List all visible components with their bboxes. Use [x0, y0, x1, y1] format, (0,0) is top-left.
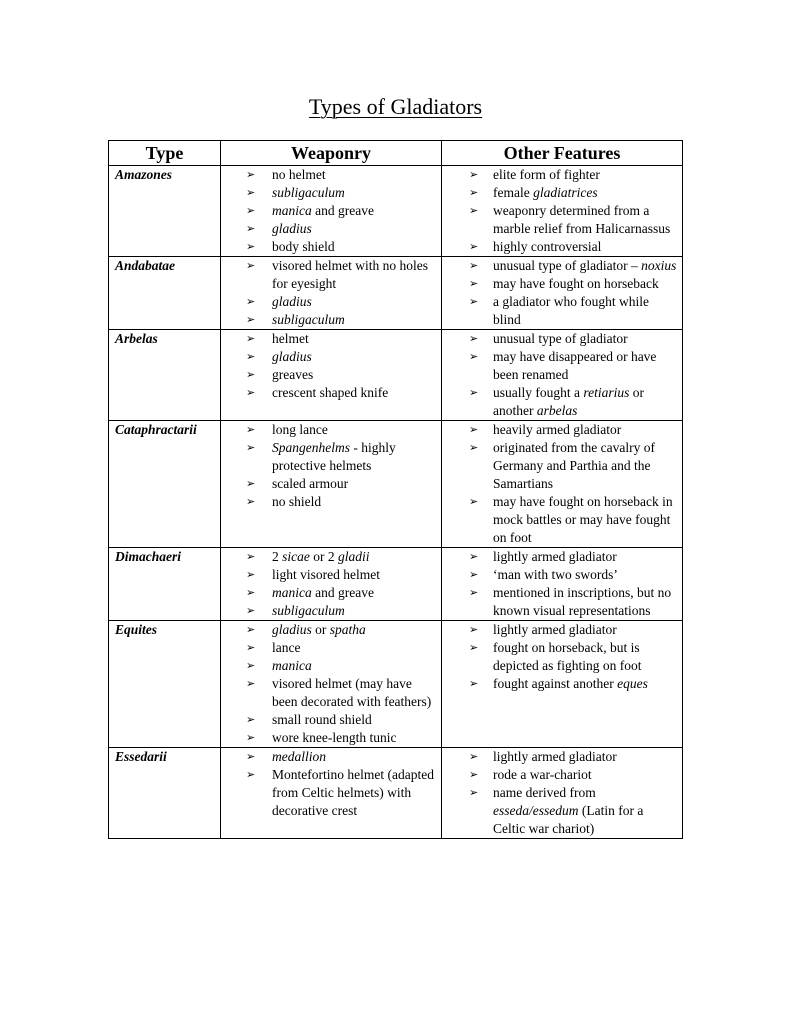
weaponry-text: manica [272, 658, 312, 673]
arrowhead-bullet-icon: ➢ [246, 605, 256, 617]
list-item [221, 602, 441, 620]
weaponry-text: gladius [272, 221, 312, 236]
arrowhead-bullet-icon: ➢ [469, 241, 479, 253]
features-cell [442, 257, 683, 330]
arrowhead-bullet-icon: ➢ [469, 587, 479, 599]
arrowhead-bullet-icon: ➢ [469, 569, 479, 581]
arrowhead-bullet-icon: ➢ [469, 351, 479, 363]
header-other-features: Other Features [442, 141, 683, 166]
gladiator-type-cell: Amazones [109, 166, 221, 257]
features-text: elite form of fighter [493, 167, 600, 182]
weaponry-cell [221, 548, 442, 621]
features-text: ‘man with two swords’ [493, 567, 618, 582]
arrowhead-bullet-icon: ➢ [469, 624, 479, 636]
weaponry-text: medallion [272, 749, 326, 764]
features-list [442, 748, 682, 838]
page-title [0, 93, 791, 121]
arrowhead-bullet-icon: ➢ [246, 296, 256, 308]
features-text: weaponry determined from a marble relief from Halicarnassus [493, 203, 671, 236]
list-item [221, 330, 441, 348]
header-type: Type [109, 141, 221, 166]
list-item [221, 439, 441, 475]
list-item [221, 238, 441, 256]
weaponry-text: manica and greave [272, 203, 374, 218]
table-row [109, 330, 683, 421]
list-item [221, 475, 441, 493]
arrowhead-bullet-icon: ➢ [469, 278, 479, 290]
arrowhead-bullet-icon: ➢ [469, 333, 479, 345]
arrowhead-bullet-icon: ➢ [246, 769, 256, 781]
arrowhead-bullet-icon: ➢ [246, 351, 256, 363]
features-text: usually fought a retiarius or another arbelas [493, 385, 645, 418]
list-item [442, 748, 682, 766]
arrowhead-bullet-icon: ➢ [246, 260, 256, 272]
list-item [442, 675, 682, 693]
arrowhead-bullet-icon: ➢ [246, 241, 256, 253]
arrowhead-bullet-icon: ➢ [469, 387, 479, 399]
table-row [109, 548, 683, 621]
arrowhead-bullet-icon: ➢ [469, 751, 479, 763]
features-text: name derived from esseda/essedum (Latin for a Celtic war chariot) [493, 785, 644, 836]
arrowhead-bullet-icon: ➢ [246, 624, 256, 636]
weaponry-text: gladius or spatha [272, 622, 366, 637]
weaponry-list [221, 166, 441, 256]
list-item [442, 330, 682, 348]
list-item [221, 729, 441, 747]
weaponry-text: helmet [272, 331, 309, 346]
table-row [109, 257, 683, 330]
list-item [221, 621, 441, 639]
arrowhead-bullet-icon: ➢ [469, 169, 479, 181]
list-item [442, 566, 682, 584]
list-item [442, 439, 682, 493]
weaponry-text: Montefortino helmet (adapted from Celtic helmets) with decorative crest [272, 767, 434, 818]
arrowhead-bullet-icon: ➢ [469, 787, 479, 799]
table-row [109, 166, 683, 257]
arrowhead-bullet-icon: ➢ [246, 642, 256, 654]
list-item [221, 311, 441, 329]
weaponry-list [221, 257, 441, 329]
gladiator-type-cell: Equites [109, 621, 221, 748]
weaponry-text: subligaculum [272, 312, 345, 327]
arrowhead-bullet-icon: ➢ [469, 496, 479, 508]
weaponry-text: no helmet [272, 167, 326, 182]
weaponry-text: visored helmet with no holes for eyesight [272, 258, 428, 291]
features-text: mentioned in inscriptions, but no known visual representations [493, 585, 672, 618]
list-item [221, 766, 441, 820]
features-text: may have fought on horseback [493, 276, 659, 291]
arrowhead-bullet-icon: ➢ [469, 551, 479, 563]
list-item [221, 384, 441, 402]
list-item [221, 711, 441, 729]
table-row [109, 748, 683, 839]
features-list [442, 166, 682, 256]
gladiator-types-table [108, 140, 683, 839]
arrowhead-bullet-icon: ➢ [469, 260, 479, 272]
features-text: unusual type of gladiator – noxius [493, 258, 677, 273]
gladiator-type-cell: Arbelas [109, 330, 221, 421]
features-list [442, 621, 682, 693]
features-text: fought against another eques [493, 676, 648, 691]
list-item [442, 784, 682, 838]
weaponry-text: gladius [272, 294, 312, 309]
weaponry-cell [221, 748, 442, 839]
list-item [221, 348, 441, 366]
features-text: fought on horseback, but is depicted as fighting on foot [493, 640, 642, 673]
features-cell [442, 748, 683, 839]
features-text: rode a war-chariot [493, 767, 592, 782]
features-list [442, 257, 682, 329]
list-item [442, 766, 682, 784]
arrowhead-bullet-icon: ➢ [469, 642, 479, 654]
features-text: lightly armed gladiator [493, 549, 617, 564]
list-item [221, 548, 441, 566]
list-item [221, 220, 441, 238]
list-item [442, 184, 682, 202]
weaponry-text: scaled armour [272, 476, 349, 491]
list-item [221, 675, 441, 711]
list-item [442, 493, 682, 547]
weaponry-text: subligaculum [272, 603, 345, 618]
weaponry-text: light visored helmet [272, 567, 380, 582]
weaponry-text: no shield [272, 494, 322, 509]
arrowhead-bullet-icon: ➢ [246, 333, 256, 345]
weaponry-list [221, 621, 441, 747]
list-item [221, 421, 441, 439]
list-item [221, 184, 441, 202]
list-item [442, 275, 682, 293]
arrowhead-bullet-icon: ➢ [469, 678, 479, 690]
list-item [221, 657, 441, 675]
arrowhead-bullet-icon: ➢ [469, 424, 479, 436]
arrowhead-bullet-icon: ➢ [246, 587, 256, 599]
weaponry-text: subligaculum [272, 185, 345, 200]
weaponry-text: wore knee-length tunic [272, 730, 397, 745]
weaponry-list [221, 421, 441, 511]
list-item [221, 584, 441, 602]
arrowhead-bullet-icon: ➢ [469, 187, 479, 199]
weaponry-cell [221, 330, 442, 421]
weaponry-text: crescent shaped knife [272, 385, 389, 400]
arrowhead-bullet-icon: ➢ [246, 478, 256, 490]
gladiator-type-cell: Essedarii [109, 748, 221, 839]
list-item [442, 202, 682, 238]
weaponry-list [221, 748, 441, 820]
arrowhead-bullet-icon: ➢ [246, 387, 256, 399]
features-cell [442, 166, 683, 257]
arrowhead-bullet-icon: ➢ [246, 751, 256, 763]
gladiator-type-cell: Dimachaeri [109, 548, 221, 621]
weaponry-cell [221, 421, 442, 548]
features-list [442, 548, 682, 620]
arrowhead-bullet-icon: ➢ [246, 442, 256, 454]
list-item [442, 293, 682, 329]
features-cell [442, 330, 683, 421]
arrowhead-bullet-icon: ➢ [246, 424, 256, 436]
features-list [442, 330, 682, 420]
header-weaponry: Weaponry [221, 141, 442, 166]
list-item [442, 639, 682, 675]
arrowhead-bullet-icon: ➢ [246, 369, 256, 381]
list-item [221, 257, 441, 293]
features-text: lightly armed gladiator [493, 622, 617, 637]
weaponry-text: gladius [272, 349, 312, 364]
arrowhead-bullet-icon: ➢ [246, 169, 256, 181]
weaponry-text: Spangenhelms - highly protective helmets [272, 440, 396, 473]
features-list [442, 421, 682, 547]
arrowhead-bullet-icon: ➢ [469, 442, 479, 454]
list-item [442, 548, 682, 566]
weaponry-text: long lance [272, 422, 328, 437]
page-title-text: Types of Gladiators [308, 94, 483, 119]
list-item [221, 293, 441, 311]
list-item [442, 621, 682, 639]
arrowhead-bullet-icon: ➢ [246, 551, 256, 563]
features-cell [442, 421, 683, 548]
list-item [442, 348, 682, 384]
list-item [442, 584, 682, 620]
features-text: unusual type of gladiator [493, 331, 628, 346]
arrowhead-bullet-icon: ➢ [246, 660, 256, 672]
weaponry-text: small round shield [272, 712, 372, 727]
features-cell [442, 548, 683, 621]
features-text: may have disappeared or have been renamed [493, 349, 657, 382]
arrowhead-bullet-icon: ➢ [246, 187, 256, 199]
weaponry-text: lance [272, 640, 301, 655]
features-text: a gladiator who fought while blind [493, 294, 649, 327]
list-item [221, 202, 441, 220]
weaponry-text: greaves [272, 367, 314, 382]
arrowhead-bullet-icon: ➢ [246, 569, 256, 581]
weaponry-text: body shield [272, 239, 335, 254]
list-item [442, 166, 682, 184]
table-body [109, 166, 683, 839]
features-text: highly controversial [493, 239, 602, 254]
features-text: originated from the cavalry of Germany and Parthia and the Samartians [493, 440, 655, 491]
weaponry-cell [221, 621, 442, 748]
list-item [442, 421, 682, 439]
list-item [221, 639, 441, 657]
gladiator-type-cell: Cataphractarii [109, 421, 221, 548]
table-header-row [109, 141, 683, 166]
list-item [221, 748, 441, 766]
list-item [442, 238, 682, 256]
list-item [221, 566, 441, 584]
weaponry-text: manica and greave [272, 585, 374, 600]
features-text: may have fought on horseback in mock battles or may have fought on foot [493, 494, 673, 545]
list-item [221, 166, 441, 184]
weaponry-list [221, 548, 441, 620]
weaponry-cell [221, 257, 442, 330]
arrowhead-bullet-icon: ➢ [246, 732, 256, 744]
weaponry-list [221, 330, 441, 402]
table-row [109, 621, 683, 748]
arrowhead-bullet-icon: ➢ [246, 678, 256, 690]
arrowhead-bullet-icon: ➢ [246, 314, 256, 326]
features-text: heavily armed gladiator [493, 422, 622, 437]
table-row [109, 421, 683, 548]
gladiator-type-cell: Andabatae [109, 257, 221, 330]
arrowhead-bullet-icon: ➢ [246, 496, 256, 508]
features-cell [442, 621, 683, 748]
arrowhead-bullet-icon: ➢ [246, 714, 256, 726]
list-item [221, 366, 441, 384]
features-text: female gladiatrices [493, 185, 598, 200]
list-item [442, 384, 682, 420]
features-text: lightly armed gladiator [493, 749, 617, 764]
arrowhead-bullet-icon: ➢ [246, 205, 256, 217]
weaponry-text: 2 sicae or 2 gladii [272, 549, 370, 564]
arrowhead-bullet-icon: ➢ [469, 296, 479, 308]
arrowhead-bullet-icon: ➢ [246, 223, 256, 235]
weaponry-cell [221, 166, 442, 257]
weaponry-text: visored helmet (may have been decorated with feathers) [272, 676, 432, 709]
list-item [442, 257, 682, 275]
arrowhead-bullet-icon: ➢ [469, 205, 479, 217]
arrowhead-bullet-icon: ➢ [469, 769, 479, 781]
list-item [221, 493, 441, 511]
